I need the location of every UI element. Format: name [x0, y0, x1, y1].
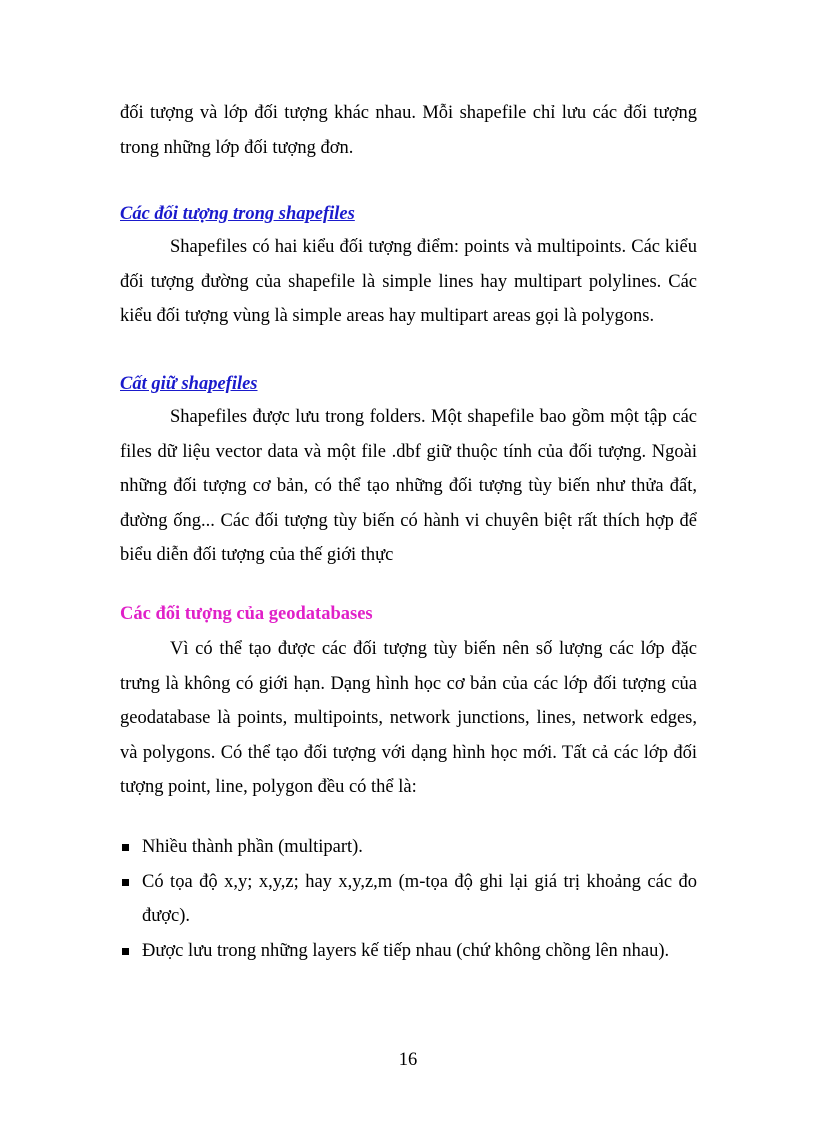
heading-shapefile-storage[interactable]: Cất giữ shapefiles — [120, 374, 258, 394]
list-item — [120, 865, 697, 934]
feature-class-properties-list — [120, 830, 697, 968]
heading-geodatabase-objects: Các đối tượng của geodatabases — [120, 604, 373, 624]
square-bullet-icon — [122, 879, 129, 886]
shapefile-storage-paragraph: Shapefiles được lưu trong folders. Một shapefile bao gồm một tập các files dữ liệu vector data và một file .dbf giữ thuộc tính của đối tượng. Ngoài những đối tượng cơ bản, có thể tạo những đối tượng tùy biến như thửa đất, đường ống... Các đối tượng tùy biến có hành vi chuyên biệt rất thích hợp để biểu diễn đối tượng của thế giới thực — [120, 407, 697, 565]
shapefile-objects-paragraph: Shapefiles có hai kiểu đối tượng điểm: points và multipoints. Các kiểu đối tượng đường của shapefile là simple lines hay multipart polylines. Các kiểu đối tượng vùng là simple areas hay multipart areas gọi là polygons. — [120, 237, 697, 326]
list-item — [120, 934, 697, 969]
list-item-text: Được lưu trong những layers kế tiếp nhau (chứ không chồng lên nhau). — [142, 940, 670, 961]
list-item-text: Nhiều thành phần (multipart). — [142, 837, 363, 857]
intro-paragraph: đối tượng và lớp đối tượng khác nhau. Mỗi shapefile chỉ lưu các đối tượng trong những lớp đối tượng đơn. — [120, 103, 697, 158]
geodatabase-objects-paragraph: Vì có thể tạo được các đối tượng tùy biến nên số lượng các lớp đặc trưng là không có giới hạn. Dạng hình học cơ bản của các lớp đối tượng của geodatabase là points, multipoints, network junctions, lines, network edges, và polygons. Có thể tạo đối tượng với dạng hình học mới. Tất cả các lớp đối tượng point, line, polygon đều có thể là: — [120, 639, 697, 797]
page-number: 16 — [398, 1050, 418, 1070]
list-item-text: Có tọa độ x,y; x,y,z; hay x,y,z,m (m-tọa độ ghi lại giá trị khoảng các đo được). — [142, 871, 697, 926]
list-item — [120, 830, 697, 865]
square-bullet-icon — [122, 844, 129, 851]
heading-shapefile-objects[interactable]: Các đối tượng trong shapefiles — [120, 204, 355, 224]
square-bullet-icon — [122, 948, 129, 955]
